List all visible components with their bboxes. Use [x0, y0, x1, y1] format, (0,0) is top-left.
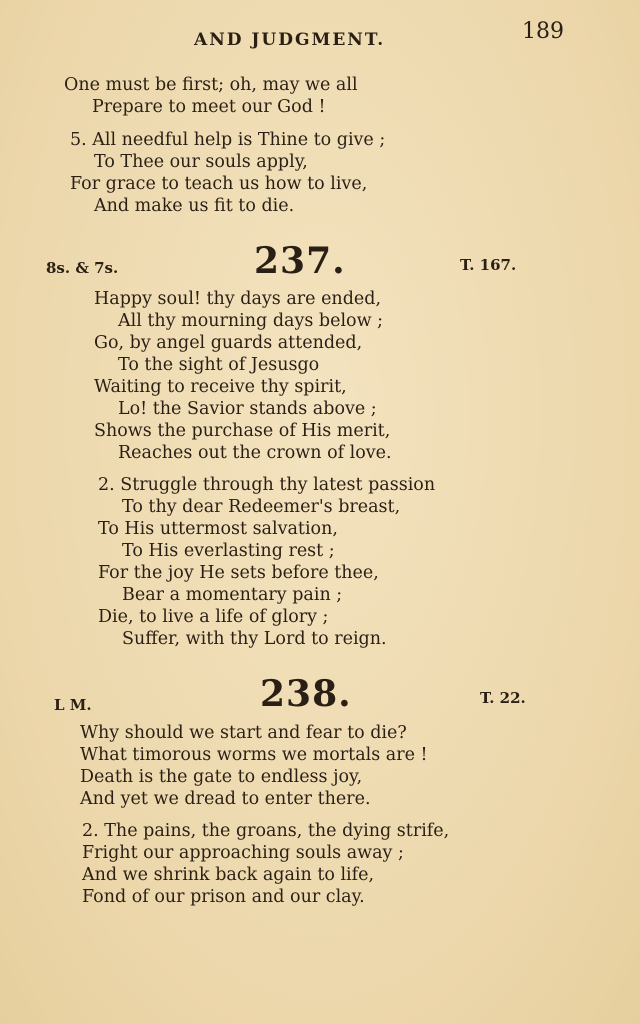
verse-line: Reaches out the crown of love.: [118, 443, 392, 463]
verse-line: To thy dear Redeemer's breast,: [122, 497, 401, 517]
verse-line: What timorous worms we mortals are !: [80, 745, 428, 765]
verse-line: To His uttermost salvation,: [98, 519, 338, 539]
verse-line: Suffer, with thy Lord to reign.: [122, 629, 387, 649]
verse-line: Waiting to receive thy spirit,: [94, 377, 347, 397]
page-number: 189: [522, 19, 564, 44]
hymn-237-meter: 8s. & 7s.: [46, 259, 119, 277]
hymn-238-stanza-1: [80, 722, 428, 810]
verse-line: For grace to teach us how to live,: [70, 174, 368, 194]
verse-line: 5. All needful help is Thine to give ;: [70, 130, 386, 150]
verse-line: 2. The pains, the groans, the dying strife,: [82, 821, 450, 841]
verse-line: Shows the purchase of His merit,: [94, 421, 391, 441]
hymn-238-meter: L M.: [54, 696, 92, 714]
verse-line: Go, by angel guards attended,: [94, 333, 363, 353]
verse-line: All thy mourning days below ;: [118, 311, 384, 331]
verse-line: And we shrink back again to life,: [82, 865, 375, 885]
verse-line: Happy soul! thy days are ended,: [94, 289, 382, 309]
verse-line: One must be first; oh, may we all: [64, 75, 358, 95]
verse-line: And yet we dread to enter there.: [80, 789, 371, 809]
verse-line: Lo! the Savior stands above ;: [118, 399, 377, 419]
verse-line: To His everlasting rest ;: [122, 541, 335, 561]
verse-line: Death is the gate to endless joy,: [80, 767, 363, 787]
verse-line: To the sight of Jesusgo: [118, 355, 320, 375]
hymn-237-stanza-1: [94, 288, 392, 464]
verse-line: Why should we start and fear to die?: [80, 723, 407, 743]
hymn-238-number: 238.: [260, 673, 352, 715]
hymn-237-tune: T. 167.: [460, 256, 517, 274]
verse-line: And make us fit to die.: [94, 196, 295, 216]
continuation-stanza-tail: [64, 74, 358, 118]
continuation-stanza-5: [70, 129, 385, 217]
verse-line: Fright our approaching souls away ;: [82, 843, 404, 863]
verse-line: Die, to live a life of glory ;: [98, 607, 329, 627]
verse-line: 2. Struggle through thy latest passion: [98, 475, 436, 495]
verse-line: Fond of our prison and our clay.: [82, 887, 365, 907]
hymn-237-number: 237.: [254, 240, 346, 282]
hymn-237-stanza-2: [98, 474, 435, 650]
running-title: AND JUDGMENT.: [194, 30, 386, 50]
hymn-238-stanza-2: [82, 820, 449, 908]
verse-line: Bear a momentary pain ;: [122, 585, 343, 605]
verse-line: For the joy He sets before thee,: [98, 563, 379, 583]
hymn-238-tune: T. 22.: [480, 689, 526, 707]
verse-line: To Thee our souls apply,: [94, 152, 308, 172]
verse-line: Prepare to meet our God !: [92, 97, 326, 117]
